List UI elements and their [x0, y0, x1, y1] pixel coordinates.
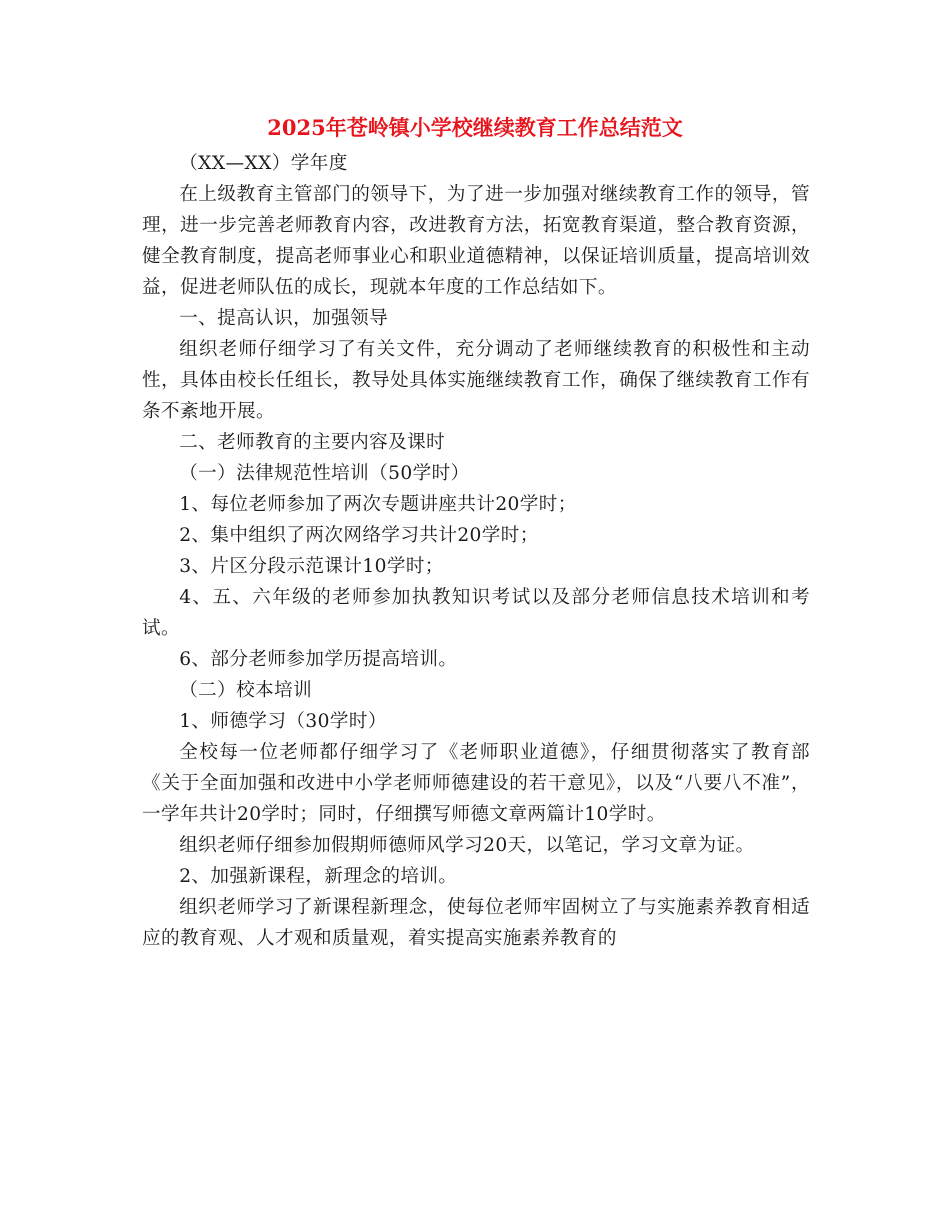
paragraph-leadership: 组织老师仔细学习了有关文件，充分调动了老师继续教育的积极性和主动性，具体由校长任组长，教导处具体实施继续教育工作，确保了继续教育工作有条不紊地开展。 [142, 339, 810, 422]
list-item: 4、五、六年级的老师参加执教知识考试以及部分老师信息技术培训和考试。 [142, 587, 810, 639]
paragraph-new-curriculum: 组织老师学习了新课程新理念，使每位老师牢固树立了与实施素养教育相适应的教育观、人才观和质量观，着实提高实施素养教育的 [142, 897, 810, 949]
section-heading-content-hours: 二、老师教育的主要内容及课时 [179, 432, 446, 453]
subsection-heading-legal-training: （一）法律规范性培训（50学时） [179, 463, 470, 484]
list-item: 3、片区分段示范课计10学时； [179, 556, 444, 577]
list-item: 1、每位老师参加了两次专题讲座共计20学时； [179, 494, 577, 515]
paragraph-introduction: 在上级教育主管部门的领导下，为了进一步加强对继续教育工作的领导，管理，进一步完善老师教育内容，改进教育方法，拓宽教育渠道，整合教育资源，健全教育制度，提高老师事业心和职业道德精神，以保证培训质量，提高培训效益，促进老师队伍的成长，现就本年度的工作总结如下。 [142, 184, 810, 298]
paragraph-school-year: （XX—XX）学年度 [179, 153, 348, 174]
list-item: 6、部分老师参加学历提高培训。 [179, 649, 458, 670]
list-item: 1、师德学习（30学时） [179, 711, 387, 732]
paragraph-ethics-study: 全校每一位老师都仔细学习了《老师职业道德》，仔细贯彻落实了教育部《关于全面加强和改进中小学老师师德建设的若干意见》，以及“八要八不准”，一学年共计20学时；同时，仔细撰写师德文章两篇计10学时。 [142, 742, 810, 825]
document-title: 2025年苍岭镇小学校继续教育工作总结范文 [267, 115, 683, 140]
list-item: 2、加强新课程，新理念的培训。 [179, 866, 458, 887]
paragraph-holiday-study: 组织老师仔细参加假期师德师风学习20天，以笔记，学习文章为证。 [179, 835, 755, 856]
document-body [142, 148, 810, 954]
section-heading-leadership: 一、提高认识，加强领导 [179, 308, 389, 329]
subsection-heading-school-training: （二）校本培训 [179, 680, 313, 701]
list-item: 2、集中组织了两次网络学习共计20学时； [179, 525, 539, 546]
